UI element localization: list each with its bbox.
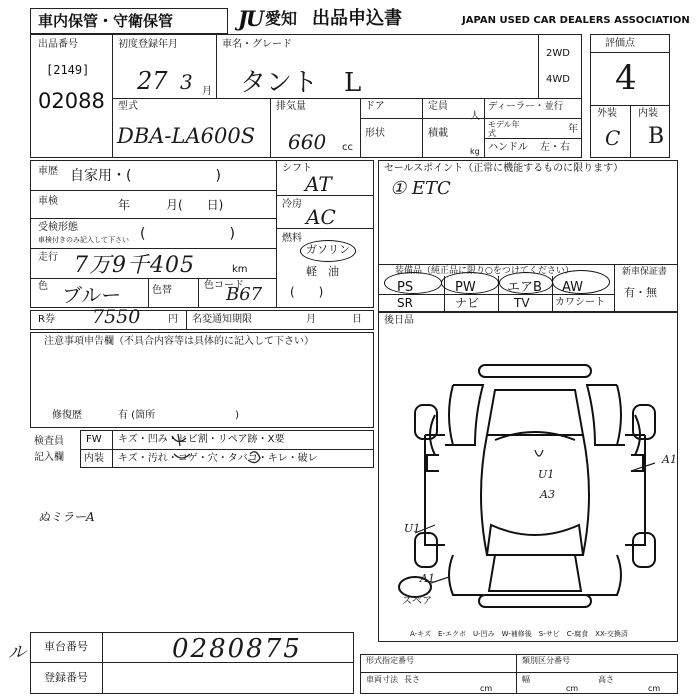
designation-label: 形式指定番号 [366, 656, 414, 665]
address-month: 月 [306, 314, 316, 325]
exterior-label: 外装 [597, 108, 617, 119]
registration-month: 3 [180, 70, 193, 94]
height-unit: cm [648, 684, 661, 693]
length-label: 長さ [404, 675, 420, 684]
inspector-label-2: 記入欄 [34, 452, 64, 463]
color-value: ブルー [62, 283, 122, 307]
mark-u1-roof: U1 [538, 468, 555, 481]
fuel-diesel: 軽 油 [306, 265, 339, 278]
lot-number: 02088 [38, 89, 105, 113]
lot-label: 出品番号 [38, 39, 78, 50]
model-year-unit: 年 [568, 124, 578, 135]
lot-bracket: [2149] [46, 63, 90, 77]
inspector-label-1: 検査員 [34, 436, 64, 447]
rating-label: 評価点 [605, 38, 635, 49]
receive-paren: ( ) [140, 226, 235, 242]
category-label: 類別区分番号 [522, 656, 570, 665]
car-damage-diagram [395, 355, 675, 620]
shift-label: シフト [282, 163, 312, 174]
storage-title: 車内保管・守衛保管 [38, 12, 174, 30]
mileage-label: 走行 [38, 252, 58, 263]
fuel-gasoline: ガソリン [306, 243, 350, 256]
address-day: 日 [352, 314, 362, 325]
mileage-unit: km [232, 264, 248, 275]
type-value: DBA-LA600S [117, 124, 256, 148]
equip-pw: PW [455, 280, 476, 295]
plate-label: 登録番号 [44, 671, 88, 684]
remark-mirror: ぬミラーA [38, 510, 95, 524]
equip-airbag: エアB [507, 280, 542, 295]
mileage-value: 7万9千405 [74, 253, 195, 278]
capacity-unit: 人 [470, 111, 480, 122]
equip-navi: ナビ [455, 296, 480, 310]
handle-label: ハンドル [488, 142, 528, 153]
handle-value: 左・右 [540, 142, 570, 153]
shaken-label: 車検 [38, 196, 58, 207]
rating-value: 4 [615, 58, 637, 98]
later-docs-label: 後日品 [384, 315, 414, 326]
registration-year: 27 [137, 67, 168, 95]
interior-label: 内装 [638, 108, 658, 119]
margin-mark: ル [8, 642, 26, 663]
address-deadline-label: 名変通知期限 [192, 314, 252, 325]
ju-logo: JU [238, 6, 263, 31]
spare-label: スペア [402, 596, 432, 607]
displacement-unit: cc [342, 142, 353, 153]
repair-label: 修復歴 [52, 410, 82, 421]
ac-label: 冷房 [282, 199, 302, 210]
height-label: 高さ [598, 675, 614, 684]
color-code-value: B67 [226, 284, 263, 305]
inspector-handwriting-marks [150, 430, 280, 470]
fuel-paren: ( ) [290, 285, 324, 299]
drive-2wd: 2WD [546, 48, 570, 59]
receive-note: 車検付きのみ記入して下さい [38, 236, 129, 244]
recycle-value: 7550 [92, 306, 141, 328]
shift-value: AT [305, 172, 332, 196]
color-code-label: 色コード [204, 280, 244, 291]
mark-a1-right: A1 [662, 453, 677, 466]
vehicle-size-label: 車両寸法 [366, 675, 398, 684]
mark-a3-roof: A3 [540, 488, 555, 501]
history-value: 自家用・( ) [70, 168, 221, 184]
equip-sr: SR [397, 296, 413, 310]
equipment-label: 装備品（純正品に限り○をつけてください） [395, 266, 574, 276]
shape-label: 形状 [365, 128, 385, 139]
history-label: 車歴 [38, 166, 58, 177]
type-label: 型式 [118, 101, 138, 112]
sales-point-label: セールスポイント（正常に機能するものに限ります） [384, 163, 624, 174]
model-year-label: モデル年式 [488, 120, 520, 138]
mark-u1-left: U1 [404, 522, 421, 535]
inspector-fw: FW [86, 434, 102, 445]
receive-label: 受検形態 [38, 222, 78, 233]
displacement-label: 排気量 [276, 101, 306, 112]
width-label: 幅 [522, 675, 530, 684]
model-grade-label: 車名・グレード [222, 39, 292, 50]
width-unit: cm [566, 684, 579, 693]
equip-circle-aw [552, 270, 610, 294]
fuel-label: 燃料 [282, 233, 302, 244]
drive-4wd: 4WD [546, 74, 570, 85]
door-label: ドア [365, 101, 385, 112]
ac-value: AC [306, 205, 336, 229]
interior-grade: B [648, 124, 665, 149]
registration-month-unit: 月 [202, 86, 212, 97]
inspector-interior: 内装 [84, 453, 104, 464]
warranty-label: 新車保証書 [622, 267, 668, 277]
recycle-label: R券 [38, 314, 55, 325]
equip-aw: AW [562, 280, 584, 295]
chassis-label: 車台番号 [44, 640, 88, 653]
registration-label: 初度登録年月 [118, 39, 178, 50]
damage-legend: A-キズ E-エクボ U-凹み W-補修後 S-サビ C-腐食 XX-交換済 [410, 630, 628, 638]
exterior-grade: C [605, 126, 621, 150]
load-label: 積載 [428, 128, 448, 139]
warranty-value: 有・無 [624, 286, 657, 299]
notes-label: 注意事項申告欄（不具合内容等は具体的に記入して下さい） [44, 336, 314, 347]
equip-tv: TV [514, 296, 530, 310]
association-name: JAPAN USED CAR DEALERS ASSOCIATION [462, 15, 690, 26]
model-value: タント L [240, 68, 362, 98]
mark-a1-left: A1 [420, 572, 435, 585]
capacity-label: 定員 [428, 101, 448, 112]
repair-value: 有 (箇所 ) [118, 410, 239, 421]
equip-circle-airbag [499, 272, 553, 294]
equip-seat: カワシート [555, 297, 605, 308]
inspector-interior-items: キズ・汚れ・コゲ・穴・タバコ・キレ・破レ [118, 453, 318, 464]
equip-circle-ps [384, 272, 442, 294]
color-change-label: 色替 [152, 285, 172, 296]
inspector-fw-items: キズ・凹み・ヒビ割・リペア跡・X要 [118, 434, 285, 445]
shaken-value: 年 月( 日) [118, 198, 224, 212]
sales-point-value: ① ETC [390, 178, 451, 199]
equip-circle-pw [441, 272, 499, 294]
dealer-label: ディーラー・並行 [488, 101, 564, 112]
color-label: 色 [38, 281, 48, 292]
form-title: 出品申込書 [312, 8, 402, 29]
load-unit: kg [470, 147, 480, 156]
recycle-unit: 円 [168, 314, 178, 325]
length-unit: cm [480, 684, 493, 693]
org-name: 愛知 [265, 9, 298, 28]
equip-ps: PS [397, 280, 414, 295]
displacement-value: 660 [288, 130, 327, 154]
chassis-value: 0280875 [172, 634, 302, 664]
